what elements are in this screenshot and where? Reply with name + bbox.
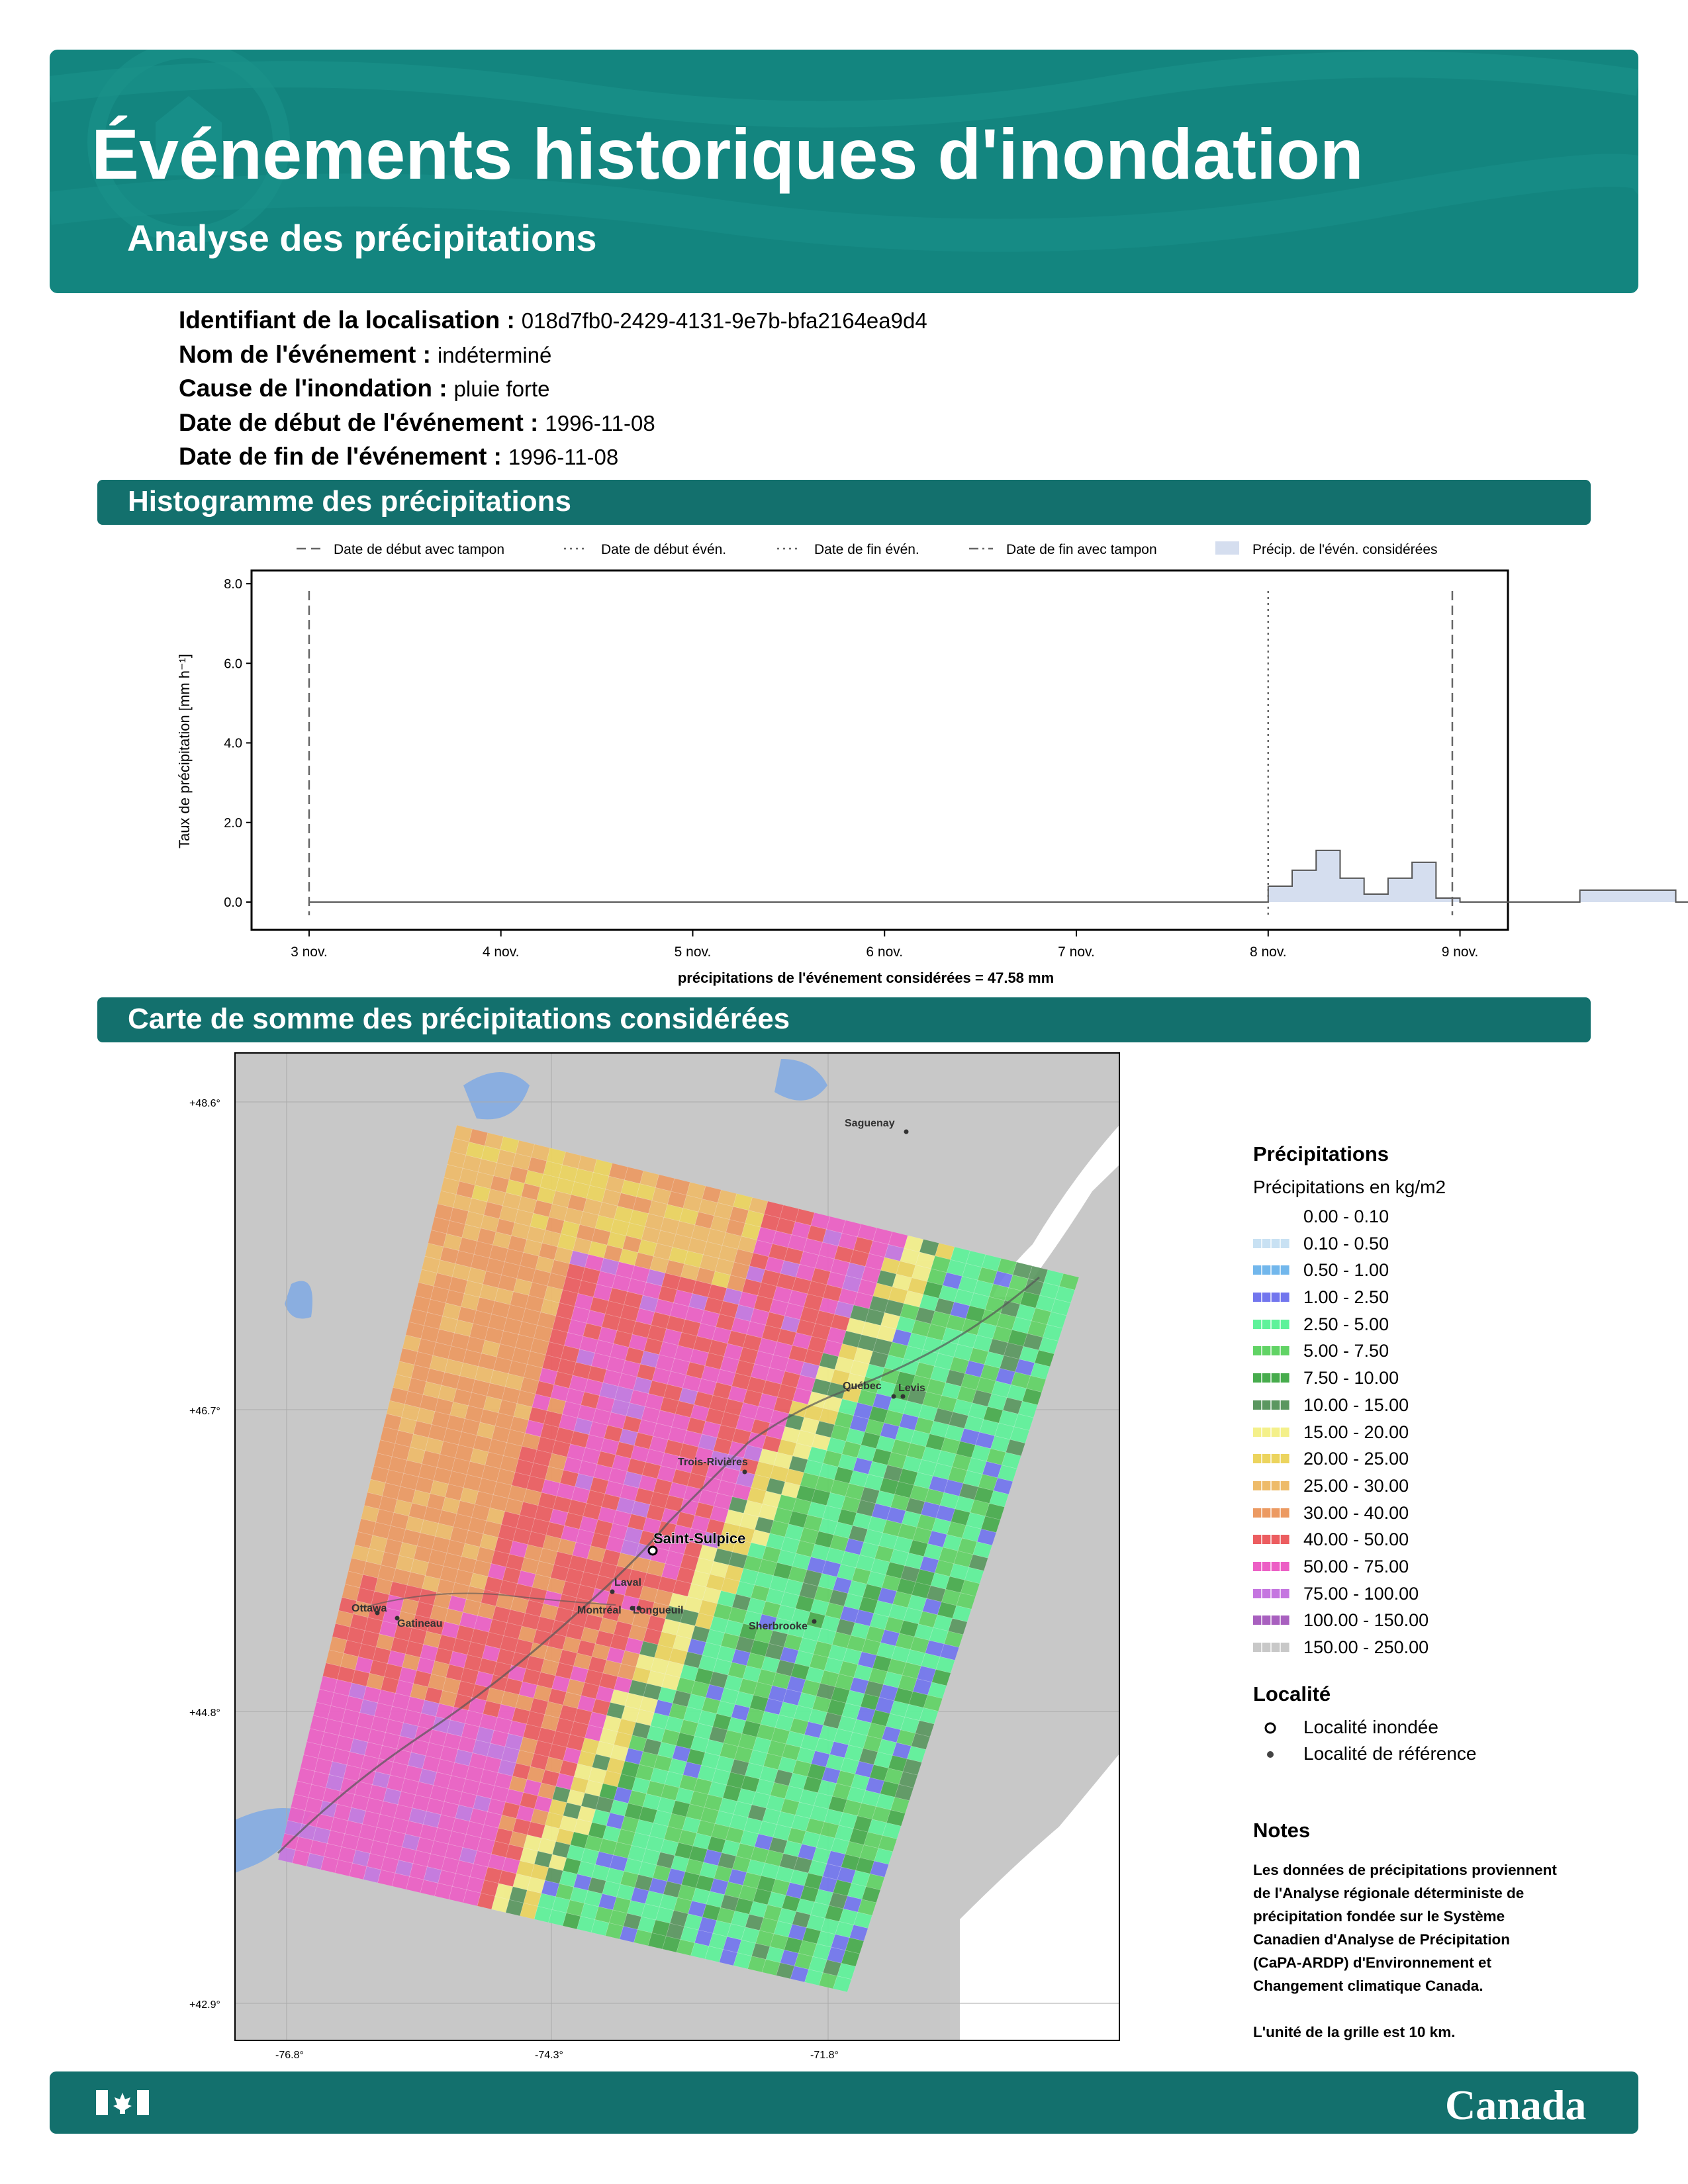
gov-name-fr: Gouvernement du Canada <box>269 18 357 48</box>
info-value: 1996-11-08 <box>508 445 619 469</box>
city-label: Saguenay <box>845 1118 895 1129</box>
reference-locality-marker <box>743 1470 747 1475</box>
city-label: Montréal <box>577 1605 622 1616</box>
legend-range-label: 20.00 - 25.00 <box>1303 1449 1409 1469</box>
legend-item <box>1253 1419 1624 1446</box>
legend-item <box>1253 1392 1624 1419</box>
legend-range-label: 0.10 - 0.50 <box>1303 1233 1389 1253</box>
y-tick-label: 0.0 <box>224 895 242 910</box>
legend-color-swatch <box>1253 1320 1290 1329</box>
legend-color-swatch <box>1253 1535 1290 1544</box>
legend-item <box>1253 1203 1624 1230</box>
legend-color-swatch <box>1253 1400 1290 1410</box>
reference-locality-marker <box>904 1130 909 1134</box>
x-tick-label: 3 nov. <box>291 944 328 960</box>
locality-reference-label: Localité de référence <box>1303 1743 1477 1764</box>
legend-range-label: 7.50 - 10.00 <box>1303 1368 1399 1388</box>
locality-title: Localité <box>1253 1682 1331 1706</box>
page-title: Événements historiques d'inondation <box>91 114 1364 194</box>
locality-flooded-label: Localité inondée <box>1303 1717 1438 1737</box>
legend-unit: Précipitations en kg/m2 <box>1253 1177 1446 1197</box>
info-label: Date de début de l'événement : <box>179 408 539 436</box>
map-legend <box>1253 1142 1624 1661</box>
legend-item <box>1253 1284 1624 1311</box>
legend-item <box>1253 1445 1624 1473</box>
y-tick-label: 6.0 <box>224 657 242 672</box>
canada-wordmark: Canada <box>1445 2081 1587 2128</box>
map-lat-label: +46.7° <box>189 1406 220 1417</box>
map-lat-label: +42.9° <box>189 1999 220 2011</box>
flooded-marker-icon <box>1253 1717 1280 1739</box>
chart-legend-label: Date de fin évén. <box>814 542 919 557</box>
legend-item <box>1253 1311 1624 1338</box>
flooded-locality-marker <box>649 1547 657 1555</box>
legend-range-label: 40.00 - 50.00 <box>1303 1529 1409 1550</box>
map-lon-label: -74.3° <box>535 2050 563 2061</box>
legend-item <box>1253 1257 1624 1284</box>
reference-marker-icon <box>1253 1743 1280 1766</box>
legend-color-swatch <box>1253 1643 1290 1652</box>
city-label: Trois-Rivières <box>678 1457 748 1468</box>
city-label: Sherbrooke <box>749 1621 808 1632</box>
reference-locality-marker <box>892 1394 896 1399</box>
chart-legend-label: Date de début avec tampon <box>334 542 505 557</box>
legend-item <box>1253 1365 1624 1392</box>
city-label: Laval <box>614 1577 641 1588</box>
legend-color-swatch <box>1253 1293 1290 1302</box>
legend-item <box>1253 1230 1624 1257</box>
legend-color-swatch <box>1253 1589 1290 1598</box>
legend-color-swatch <box>1253 1508 1290 1518</box>
legend-range-label: 5.00 - 7.50 <box>1303 1341 1389 1361</box>
legend-range-label: 100.00 - 150.00 <box>1303 1610 1429 1631</box>
legend-color-swatch <box>1253 1562 1290 1571</box>
legend-color-swatch <box>1253 1346 1290 1355</box>
info-label: Date de fin de l'événement : <box>179 443 502 470</box>
city-label: Saint-Sulpice <box>653 1530 746 1547</box>
legend-color-swatch <box>1253 1615 1290 1625</box>
reference-locality-marker <box>812 1619 817 1624</box>
legend-range-label: 25.00 - 30.00 <box>1303 1475 1409 1496</box>
chart-legend-label: Date de fin avec tampon <box>1006 542 1157 557</box>
x-tick-label: 6 nov. <box>866 944 904 960</box>
legend-item <box>1253 1500 1624 1527</box>
reference-locality-marker <box>610 1590 615 1594</box>
map-lat-label: +48.6° <box>189 1098 220 1109</box>
y-tick-label: 8.0 <box>224 577 242 592</box>
legend-item <box>1253 1526 1624 1553</box>
gov-name-en: Government of Canada <box>168 18 242 48</box>
map-lat-label: +44.8° <box>189 1707 220 1719</box>
legend-range-label: 1.00 - 2.50 <box>1303 1287 1389 1308</box>
x-tick-label: 8 nov. <box>1249 944 1287 960</box>
legend-color-swatch <box>1253 1265 1290 1275</box>
legend-range-label: 50.00 - 75.00 <box>1303 1556 1409 1576</box>
legend-item <box>1253 1607 1624 1634</box>
page-subtitle: Analyse des précipitations <box>127 217 597 259</box>
legend-item <box>1253 1553 1624 1580</box>
section-title: Histogramme des précipitations <box>128 485 571 518</box>
legend-range-label: 0.00 - 0.10 <box>1303 1206 1389 1226</box>
x-axis-label: précipitations de l'événement considérées = 47.58 mm <box>677 970 1055 986</box>
chart-legend-label: Précip. de l'évén. considérées <box>1252 542 1438 557</box>
map-lon-label: -76.8° <box>275 2050 304 2061</box>
city-label: Québec <box>843 1381 882 1392</box>
x-tick-label: 5 nov. <box>674 944 712 960</box>
info-value: 1996-11-08 <box>545 410 655 435</box>
notes-title: Notes <box>1253 1819 1311 1842</box>
legend-color-swatch <box>1253 1481 1290 1490</box>
legend-items <box>1253 1203 1624 1661</box>
y-tick-label: 4.0 <box>224 736 242 751</box>
city-label: Ottawa <box>352 1603 387 1614</box>
y-axis-label: Taux de précipitation [mm h⁻¹] <box>176 653 193 849</box>
notes-text: Les données de précipitations proviennent de l'Analyse régionale déterministe de précipitation fondée sur le Système Canadien d'Analyse de Précipitation (CaPA-ARDP) d'Environnement et Changement climatique Canada. L'unité de la grille est 10 km. <box>1253 1862 1557 2040</box>
city-label: Levis <box>898 1383 925 1394</box>
canada-flag-icon <box>96 2090 149 2115</box>
chart-legend-label: Date de début évén. <box>601 542 727 557</box>
info-value: pluie forte <box>453 377 550 401</box>
legend-range-label: 30.00 - 40.00 <box>1303 1502 1409 1523</box>
info-label: Nom de l'événement : <box>179 340 431 368</box>
legend-color-swatch <box>1253 1454 1290 1463</box>
city-label: Longueuil <box>633 1605 684 1616</box>
y-tick-label: 2.0 <box>224 815 242 831</box>
legend-color-swatch <box>1253 1239 1290 1248</box>
reference-locality-marker <box>901 1394 906 1399</box>
x-tick-label: 7 nov. <box>1058 944 1095 960</box>
legend-color-swatch <box>1253 1428 1290 1437</box>
legend-range-label: 75.00 - 100.00 <box>1303 1583 1419 1604</box>
legend-range-label: 0.50 - 1.00 <box>1303 1260 1389 1281</box>
legend-range-label: 15.00 - 20.00 <box>1303 1422 1409 1442</box>
legend-item <box>1253 1338 1624 1365</box>
legend-range-label: 10.00 - 15.00 <box>1303 1394 1409 1415</box>
legend-range-label: 2.50 - 5.00 <box>1303 1314 1389 1334</box>
info-label: Identifiant de la localisation : <box>179 306 515 334</box>
x-tick-label: 4 nov. <box>482 944 520 960</box>
legend-range-label: 150.00 - 250.00 <box>1303 1637 1429 1657</box>
x-tick-label: 9 nov. <box>1441 944 1479 960</box>
info-label: Cause de l'inondation : <box>179 375 447 402</box>
section-title: Carte de somme des précipitations considérées <box>128 1003 790 1035</box>
legend-item <box>1253 1634 1624 1661</box>
city-label: Gatineau <box>397 1618 443 1629</box>
legend-color-swatch <box>1253 1373 1290 1383</box>
legend-item <box>1253 1580 1624 1608</box>
info-value: indéterminé <box>437 342 552 367</box>
footer-bar <box>50 2071 1638 2134</box>
info-value: 018d7fb0-2429-4131-9e7b-bfa2164ea9d4 <box>521 308 927 333</box>
legend-color-swatch <box>1253 1212 1290 1221</box>
legend-item <box>1253 1473 1624 1500</box>
map-lon-label: -71.8° <box>810 2050 839 2061</box>
legend-title: Précipitations <box>1253 1142 1389 1165</box>
